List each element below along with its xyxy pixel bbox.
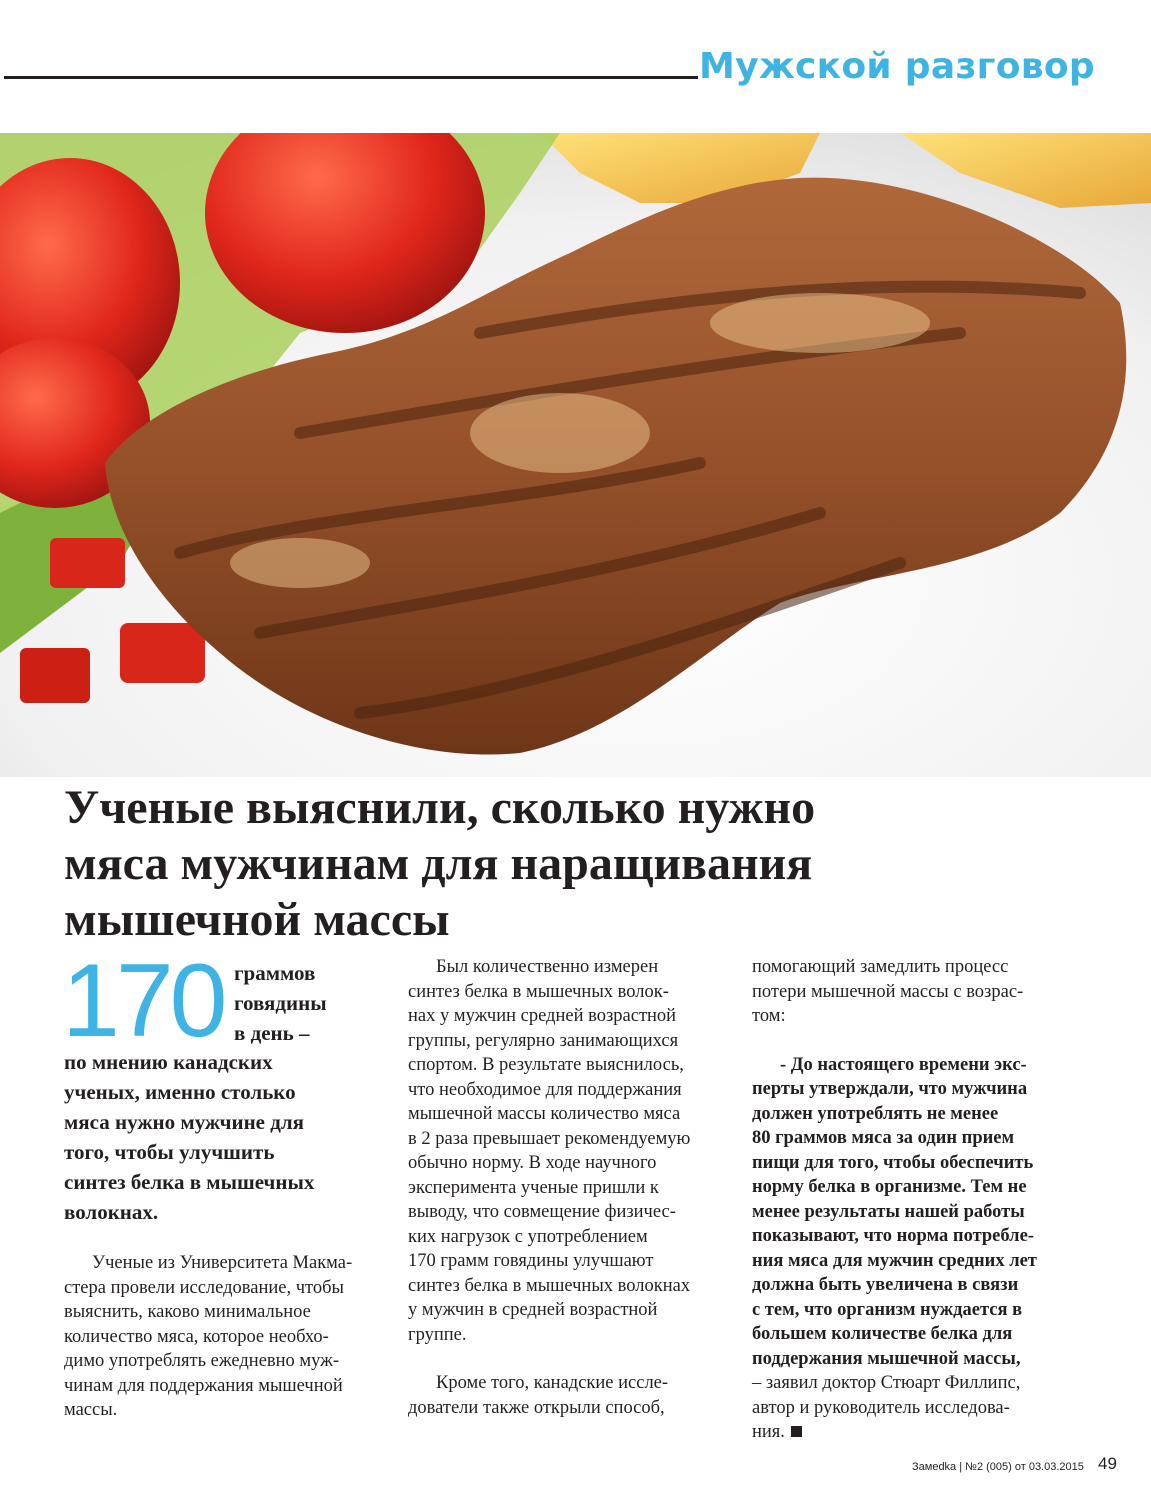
body-line: количество мяса, которое необхо- <box>64 1326 329 1347</box>
body-line: у мужчин в средней возрастной <box>408 1300 658 1320</box>
lead-side-line: граммов <box>234 961 316 985</box>
column-1 <box>62 943 386 1423</box>
quote-line: норму белка в организме. Тем не <box>752 1177 1027 1197</box>
body-line: Кроме того, канадские иссле- <box>436 1373 669 1393</box>
article-photo <box>0 133 1151 777</box>
body-line: группы, регулярно занимающихся <box>408 1030 679 1051</box>
quote-line: пищи для того, чтобы обеспечить <box>752 1152 1034 1173</box>
attribution-text: ния. <box>752 1422 785 1442</box>
headline-line: мышечной массы <box>64 893 450 946</box>
body-line: эксперимента ученые пришли к <box>408 1177 659 1198</box>
attribution-line: – заявил доктор Стюарт Филлипс, <box>752 1373 1021 1393</box>
attribution-line-last <box>752 1420 1080 1445</box>
header-rule <box>4 76 698 79</box>
body-line: в 2 раза превышает рекомендуемую <box>408 1128 691 1149</box>
lead-line: по мнению канадских <box>64 1050 273 1074</box>
quote-paragraph <box>752 1053 1080 1372</box>
body-paragraph <box>752 955 1080 1029</box>
body-line: выяснить, каково минимальное <box>64 1302 311 1322</box>
attribution-line: автор и руководитель исследова- <box>752 1397 1010 1418</box>
big-number: 170 <box>62 943 224 1059</box>
lead-figure <box>62 943 386 1059</box>
body-line: дователи также открыли способ, <box>408 1397 665 1418</box>
lead-line: синтез белка в мышечных <box>64 1170 315 1194</box>
quote-line: менее результаты нашей работы <box>752 1201 1025 1222</box>
body-line: 170 грамм говядины улучшают <box>408 1251 654 1271</box>
body-line: спортом. В результате выяснилось, <box>408 1055 684 1075</box>
quote-line: - До настоящего времени экс- <box>780 1054 1027 1075</box>
quote-line: с тем, что организм нуждается в <box>752 1299 1023 1320</box>
body-line: синтез белка в мышечных волок- <box>408 981 669 1002</box>
attribution-paragraph <box>752 1371 1080 1445</box>
body-paragraph <box>408 1371 730 1420</box>
quote-line: должен употреблять не менее <box>752 1103 999 1124</box>
quote-line: показывают, что норма потребле- <box>752 1226 1034 1246</box>
quote-line: должна быть увеличена в связи <box>752 1275 1019 1295</box>
body-line: стера провели исследование, чтобы <box>64 1277 344 1298</box>
headline-line: Ученые выяснили, сколько нужно <box>64 781 816 834</box>
lead-line: того, чтобы улучшить <box>64 1140 275 1164</box>
body-line: группе. <box>408 1324 467 1345</box>
lead-side-line: говядины <box>234 991 327 1015</box>
grilled-steak-icon <box>0 133 1151 777</box>
body-line: помогающий замедлить процесс <box>752 957 1009 977</box>
body-line: что необходимое для поддержания <box>408 1079 682 1100</box>
body-line: выводу, что совмещение физичес- <box>408 1202 676 1222</box>
body-paragraph <box>64 1251 386 1423</box>
headline-line: мяса мужчинам для наращивания <box>64 837 813 890</box>
body-line: синтез белка в мышечных волокнах <box>408 1275 691 1296</box>
lead-side <box>234 958 327 1048</box>
lead-line: мяса нужно мужчине для <box>64 1110 305 1134</box>
lead-paragraph <box>64 1047 386 1227</box>
body-line: чинам для поддержания мышечной <box>64 1375 343 1396</box>
quote-line: большем количестве белка для <box>752 1324 1013 1344</box>
end-mark-icon <box>791 1426 802 1437</box>
quote-line: ния мяса для мужчин средних лет <box>752 1250 1037 1271</box>
article-headline <box>64 780 1124 948</box>
issue-info: Замedka | №2 (005) от 03.03.2015 <box>912 1461 1084 1473</box>
body-line: нах у мужчин средней возрастной <box>408 1006 677 1026</box>
quote-line: перты утверждали, что мужчина <box>752 1079 1028 1099</box>
column-3 <box>752 955 1080 1445</box>
column-2 <box>408 955 730 1420</box>
body-line: мышечной массы количество мяса <box>408 1104 681 1124</box>
quote-line: 80 граммов мяса за один прием <box>752 1128 1015 1148</box>
body-line: ких нагрузок с употреблением <box>408 1226 648 1247</box>
body-line: потери мышечной массы с возрас- <box>752 981 1024 1002</box>
lead-line: ученых, именно столько <box>64 1080 296 1104</box>
body-line: том: <box>752 1006 786 1026</box>
page-number: 49 <box>1098 1454 1117 1473</box>
body-line: массы. <box>64 1400 118 1420</box>
body-paragraph <box>408 955 730 1347</box>
lead-line: волокнах. <box>64 1200 159 1224</box>
body-line: Ученые из Университета Макма- <box>92 1253 353 1273</box>
section-title: Мужской разговор <box>699 46 1095 87</box>
quote-line: поддержания мышечной массы, <box>752 1348 1021 1369</box>
body-line: димо употреблять ежедневно муж- <box>64 1351 340 1371</box>
body-line: Был количественно измерен <box>436 957 659 977</box>
body-line: обычно норму. В ходе научного <box>408 1153 657 1173</box>
lead-side-line: в день – <box>234 1021 310 1045</box>
